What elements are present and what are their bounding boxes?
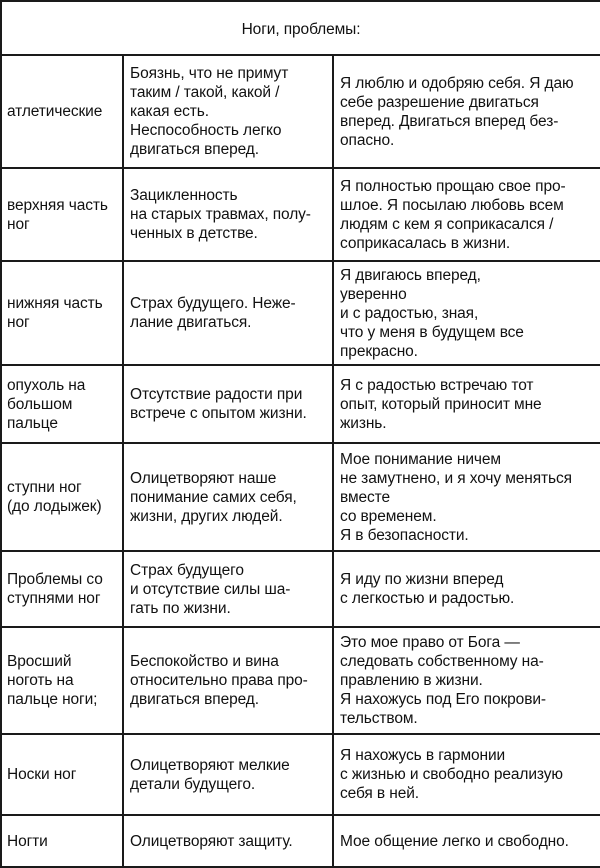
- problem-cell: Носки ног: [1, 734, 123, 815]
- affirmation-cell: Я нахожусь в гармонии с жизнью и свободно реализую себя в ней.: [333, 734, 600, 815]
- problem-cell: опухоль на большом пальце: [1, 365, 123, 443]
- table-row: [1, 55, 600, 168]
- table-row: [1, 261, 600, 365]
- affirmation-cell: Я двигаюсь вперед, уверенно и с радостью, зная, что у меня в будущем все прекрасно.: [333, 261, 600, 365]
- table-body: [1, 1, 600, 867]
- cause-cell: Страх будущего. Неже- лание двигаться.: [123, 261, 333, 365]
- table-row: [1, 365, 600, 443]
- cause-cell: Олицетворяют защиту.: [123, 815, 333, 867]
- problem-cell: Вросший ноготь на пальце ноги;: [1, 627, 123, 734]
- problem-cell: нижняя часть ног: [1, 261, 123, 365]
- cause-cell: Олицетворяют наше понимание самих себя, жизни, других людей.: [123, 443, 333, 551]
- problem-cell: Ногти: [1, 815, 123, 867]
- problem-cell: атлетические: [1, 55, 123, 168]
- cause-cell: Страх будущего и отсутствие силы ша- гать по жизни.: [123, 551, 333, 627]
- cause-cell: Беспокойство и вина относительно права про- двигаться вперед.: [123, 627, 333, 734]
- cause-cell: Олицетворяют мелкие детали будущего.: [123, 734, 333, 815]
- affirmation-cell: Я иду по жизни вперед с легкостью и радостью.: [333, 551, 600, 627]
- table-title-row: [1, 1, 600, 55]
- cause-cell: Зацикленность на старых травмах, полу- ченных в детстве.: [123, 168, 333, 261]
- table-row: [1, 815, 600, 867]
- cause-cell: Отсутствие радости при встрече с опытом жизни.: [123, 365, 333, 443]
- affirmation-cell: Это мое право от Бога — следовать собственному на- правлению в жизни. Я нахожусь под Его покрови- тельством.: [333, 627, 600, 734]
- table-title: Ноги, проблемы:: [1, 1, 600, 55]
- affirmation-cell: Мое общение легко и свободно.: [333, 815, 600, 867]
- table-row: [1, 734, 600, 815]
- affirmation-cell: Я люблю и одобряю себя. Я даю себе разрешение двигаться вперед. Двигаться вперед без- опасно.: [333, 55, 600, 168]
- affirmation-cell: Я полностью прощаю свое про- шлое. Я посылаю любовь всем людям с кем я соприкасался / соприкасалась в жизни.: [333, 168, 600, 261]
- cause-cell: Боязнь, что не примут таким / такой, какой / какая есть. Неспособность легко двигаться вперед.: [123, 55, 333, 168]
- problem-cell: ступни ног (до лодыжек): [1, 443, 123, 551]
- problem-cell: Проблемы со ступнями ног: [1, 551, 123, 627]
- problem-cell: верхняя часть ног: [1, 168, 123, 261]
- table-row: [1, 627, 600, 734]
- table-row: [1, 443, 600, 551]
- affirmation-cell: Мое понимание ничем не замутнено, и я хочу меняться вместе со временем. Я в безопасности.: [333, 443, 600, 551]
- table-row: [1, 168, 600, 261]
- affirmation-cell: Я с радостью встречаю тот опыт, который приносит мне жизнь.: [333, 365, 600, 443]
- table-row: [1, 551, 600, 627]
